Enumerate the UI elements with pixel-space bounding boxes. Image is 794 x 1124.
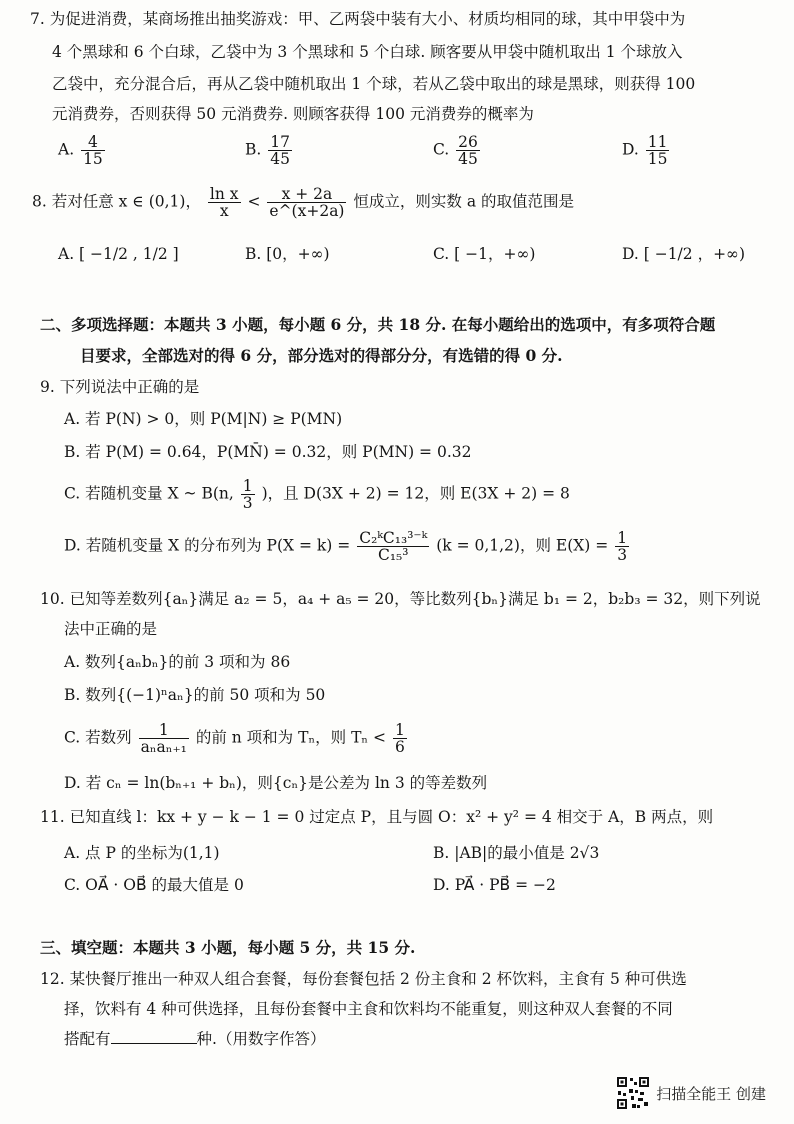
frac-num: 26: [458, 133, 478, 151]
q11-option-d: D. PA⃗ · PB⃗ = −2: [433, 876, 556, 894]
q10-line1: 10. 已知等差数列{aₙ}满足 a₂ = 5，a₄ + a₅ = 20，等比数列{bₙ}满足 b₁ = 2，b₂b₃ = 32，则下列说: [40, 590, 761, 608]
section3-heading: 三、填空题：本题共 3 小题，每小题 5 分，共 15 分.: [40, 938, 416, 957]
q7-line3: 乙袋中，充分混合后，再从乙袋中随机取出 1 个球，若从乙袋中取出的球是黑球，则获得 100: [52, 75, 696, 93]
q11-option-c: C. OA⃗ · OB⃗ 的最大值是 0: [64, 876, 244, 894]
q10-option-c: [64, 722, 409, 755]
frac-den: 15: [647, 150, 668, 168]
frac-num: 17: [270, 133, 290, 151]
q9-option-d: [64, 530, 631, 563]
frac-num: 1: [394, 721, 405, 739]
q7-option-a: [58, 134, 107, 167]
q8-frac-right: [267, 186, 346, 219]
q12-line1: 12. 某快餐厅推出一种双人组合套餐，每份套餐包括 2 份主食和 2 杯饮料，主食有 5 种可供选: [40, 970, 687, 988]
q7-option-b-label: B.: [245, 140, 262, 159]
q8-frac-left: [208, 186, 241, 219]
frac-den: 3: [617, 546, 628, 564]
q7-option-b: [245, 134, 294, 167]
q12-line2: 择，饮料有 4 种可供选择，且每份套餐中主食和饮料均不能重复，则这种双人套餐的不同: [64, 1000, 673, 1018]
q7-option-a-frac: [81, 134, 105, 167]
q7-line4: 元消费券，否则获得 50 元消费券. 则顾客获得 100 元消费券的概率为: [52, 105, 534, 123]
q10-option-c-result: [393, 722, 407, 755]
section2-heading-line2: 目要求，全部选对的得 6 分，部分选对的得部分分，有选错的得 0 分.: [80, 346, 563, 365]
q9-option-c-pre: C. 若随机变量 X ~ B(n,: [64, 484, 234, 503]
q12-line3-pre: 搭配有: [64, 1030, 111, 1048]
q8-suffix: 恒成立，则实数 a 的取值范围是: [353, 192, 575, 211]
q9-option-c-frac: [241, 478, 255, 511]
q7-option-d-label: D.: [622, 140, 639, 159]
frac-num: ln x: [209, 185, 239, 203]
q9-option-d-pre: D. 若随机变量 X 的分布列为 P(X = k) =: [64, 536, 351, 555]
scanner-brand-text: 扫描全能王 创建: [656, 1084, 766, 1103]
frac-den: 45: [270, 150, 290, 168]
q9-option-b: B. 若 P(M) = 0.64，P(MN̄) = 0.32，则 P(MN) = 0.32: [64, 443, 472, 461]
q7-line1: 7. 为促进消费，某商场推出抽奖游戏：甲、乙两袋中装有大小、材质均相同的球，其中甲袋中为: [30, 10, 686, 28]
q10-option-d: D. 若 cₙ = ln(bₙ₊₁ + bₙ)，则{cₙ}是公差为 ln 3 的等差数列: [64, 774, 488, 792]
q8-option-b: B. [0，+∞): [245, 245, 330, 263]
q10-option-c-mid: 的前 n 项和为 Tₙ，则 Tₙ <: [195, 728, 387, 747]
q9-stem: 9. 下列说法中正确的是: [40, 378, 200, 396]
q7-option-b-frac: [268, 134, 292, 167]
scanner-watermark: [616, 1076, 766, 1110]
q9-option-a: A. 若 P(N) > 0，则 P(M|N) ≥ P(MN): [64, 410, 343, 428]
q9-option-c: [64, 478, 570, 511]
q7-option-d-frac: [646, 134, 670, 167]
qr-code-icon: [616, 1076, 650, 1110]
q11-option-a: A. 点 P 的坐标为(1,1): [64, 844, 220, 862]
q7-line2: 4 个黑球和 6 个白球，乙袋中为 3 个黑球和 5 个白球. 顾客要从甲袋中随机取出 1 个球放入: [52, 43, 683, 61]
frac-den: 6: [394, 738, 405, 756]
q9-option-d-frac: [357, 530, 429, 563]
q12-line3-post: 种.（用数字作答）: [196, 1030, 326, 1048]
q10-option-c-frac: [139, 722, 189, 755]
q8-stem: [32, 186, 574, 219]
q7-option-c-frac: [456, 134, 480, 167]
frac-num: 4: [81, 134, 105, 151]
q8-option-a: A. [ −1/2 , 1/2 ]: [58, 245, 179, 263]
q12-line3: [64, 1028, 325, 1050]
q9-option-d-mid: (k = 0,1,2)，则 E(X) =: [436, 536, 609, 555]
frac-num: C₂ᵏC₁₃³⁻ᵏ: [359, 529, 428, 547]
q11-stem: 11. 已知直线 l：kx + y − k − 1 = 0 过定点 P，且与圆 O：x² + y² = 4 相交于 A，B 两点，则: [40, 808, 714, 826]
frac-num: 1: [139, 722, 189, 739]
q7-option-a-label: A.: [58, 140, 75, 159]
frac-den: 3: [242, 494, 253, 512]
q7-option-d: [622, 134, 671, 167]
q10-option-b: B. 数列{(−1)ⁿaₙ}的前 50 项和为 50: [64, 686, 326, 704]
q7-option-c-label: C.: [433, 140, 450, 159]
q11-option-b: B. |AB|的最小值是 2√3: [433, 844, 600, 862]
frac-den: aₙaₙ₊₁: [140, 738, 187, 756]
frac-den: 15: [83, 150, 103, 168]
frac-num: x + 2a: [267, 186, 346, 203]
q9-option-c-post: )，且 D(3X + 2) = 12，则 E(3X + 2) = 8: [261, 484, 570, 503]
q10-option-c-pre: C. 若数列: [64, 728, 132, 747]
q10-line2: 法中正确的是: [64, 620, 158, 638]
q8-prefix: 8. 若对任意 x ∈ (0,1)，: [32, 192, 201, 211]
answer-blank[interactable]: [111, 1029, 197, 1044]
frac-num: 1: [242, 477, 253, 495]
q8-option-c: C. [ −1，+∞): [433, 245, 536, 263]
frac-den: C₁₅³: [377, 546, 409, 564]
frac-num: 1: [617, 529, 628, 547]
frac-num: 11: [647, 133, 668, 151]
q8-less-than: <: [247, 192, 261, 211]
section2-heading-line1: 二、多项选择题：本题共 3 小题，每小题 6 分，共 18 分. 在每小题给出的选项中，有多项符合题: [40, 315, 716, 334]
q10-option-a: A. 数列{aₙbₙ}的前 3 项和为 86: [64, 653, 291, 671]
q8-option-d: D. [ −1/2 ，+∞): [622, 245, 746, 263]
frac-den: 45: [458, 150, 478, 168]
q7-option-c: [433, 134, 482, 167]
frac-den: e^(x+2a): [269, 202, 345, 220]
q9-option-d-result: [615, 530, 629, 563]
frac-den: x: [219, 202, 229, 220]
